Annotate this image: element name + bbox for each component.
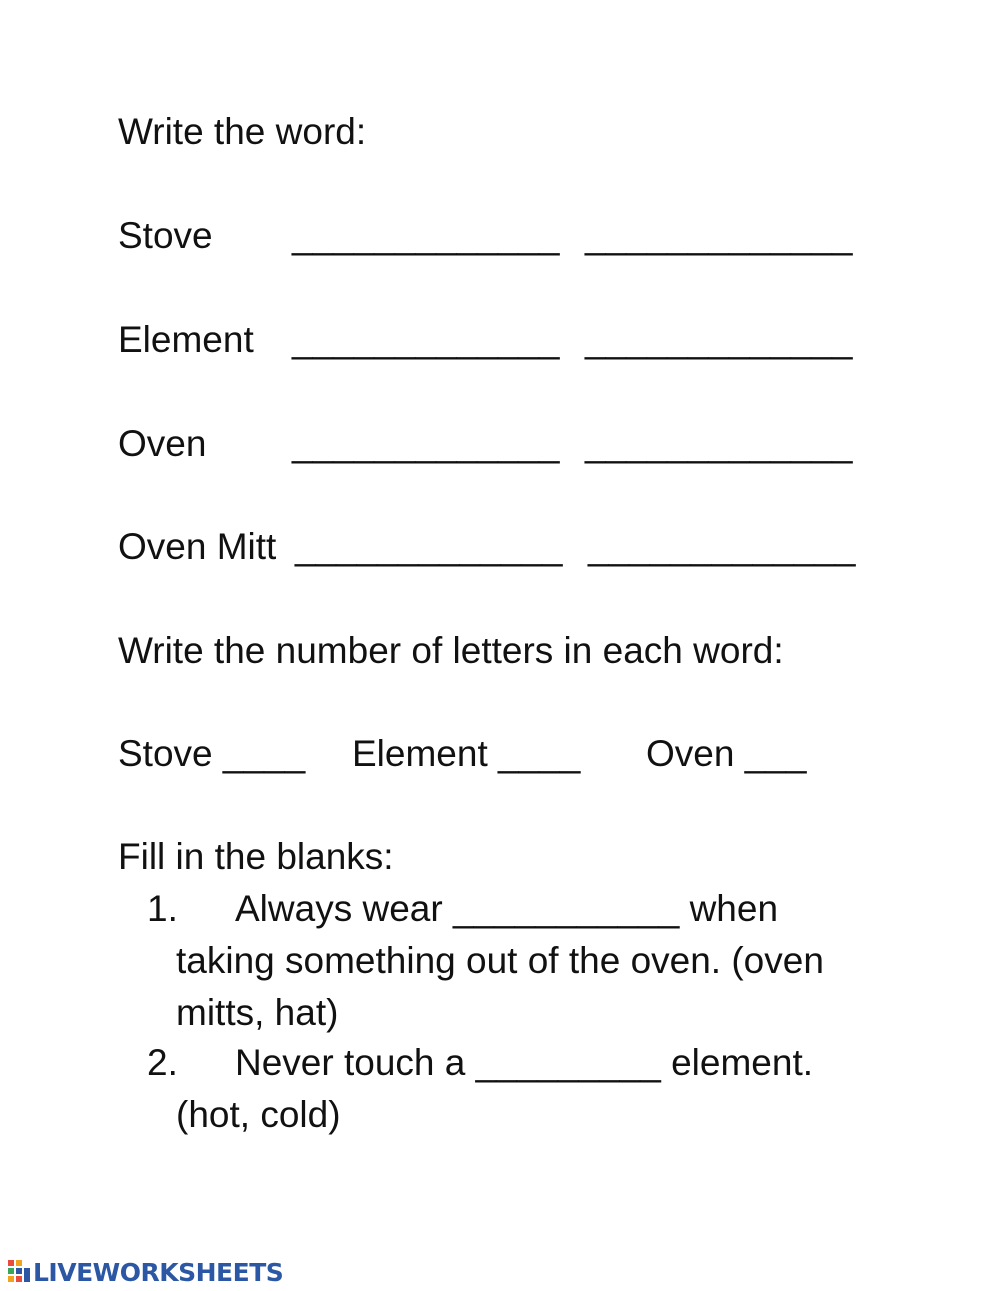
liveworksheets-logo-icon xyxy=(8,1260,30,1286)
answer-blank[interactable]: _____________ xyxy=(588,526,856,567)
item-number: 2. xyxy=(147,1042,178,1083)
heading-fill-blanks: Fill in the blanks: xyxy=(118,836,394,877)
word-label: Element xyxy=(118,319,254,360)
answer-blank[interactable]: _____________ xyxy=(292,215,560,256)
letter-count-stove[interactable]: Stove ____ xyxy=(118,733,306,774)
answer-blank[interactable]: _____________ xyxy=(295,526,563,567)
word-label: Stove xyxy=(118,215,213,256)
item-number: 1. xyxy=(147,888,178,929)
answer-blank[interactable]: _____________ xyxy=(292,319,560,360)
answer-blank[interactable]: _____________ xyxy=(585,215,853,256)
item-text: taking something out of the oven. (oven xyxy=(176,940,824,981)
brand-name: LIVEWORKSHEETS xyxy=(33,1258,284,1287)
answer-blank[interactable]: _____________ xyxy=(585,319,853,360)
item-text: mitts, hat) xyxy=(176,992,339,1033)
item-text[interactable]: Never touch a _________ element. xyxy=(235,1042,814,1083)
word-label: Oven xyxy=(118,423,207,464)
item-text: (hot, cold) xyxy=(176,1094,341,1135)
liveworksheets-brand xyxy=(8,1258,283,1288)
heading-letter-count: Write the number of letters in each word: xyxy=(118,630,784,671)
letter-count-element[interactable]: Element ____ xyxy=(352,733,581,774)
item-text[interactable]: Always wear ___________ when xyxy=(235,888,779,929)
letter-count-oven[interactable]: Oven ___ xyxy=(646,733,807,774)
heading-write-word: Write the word: xyxy=(118,111,367,152)
answer-blank[interactable]: _____________ xyxy=(292,423,560,464)
word-label: Oven Mitt xyxy=(118,526,277,567)
answer-blank[interactable]: _____________ xyxy=(585,423,853,464)
